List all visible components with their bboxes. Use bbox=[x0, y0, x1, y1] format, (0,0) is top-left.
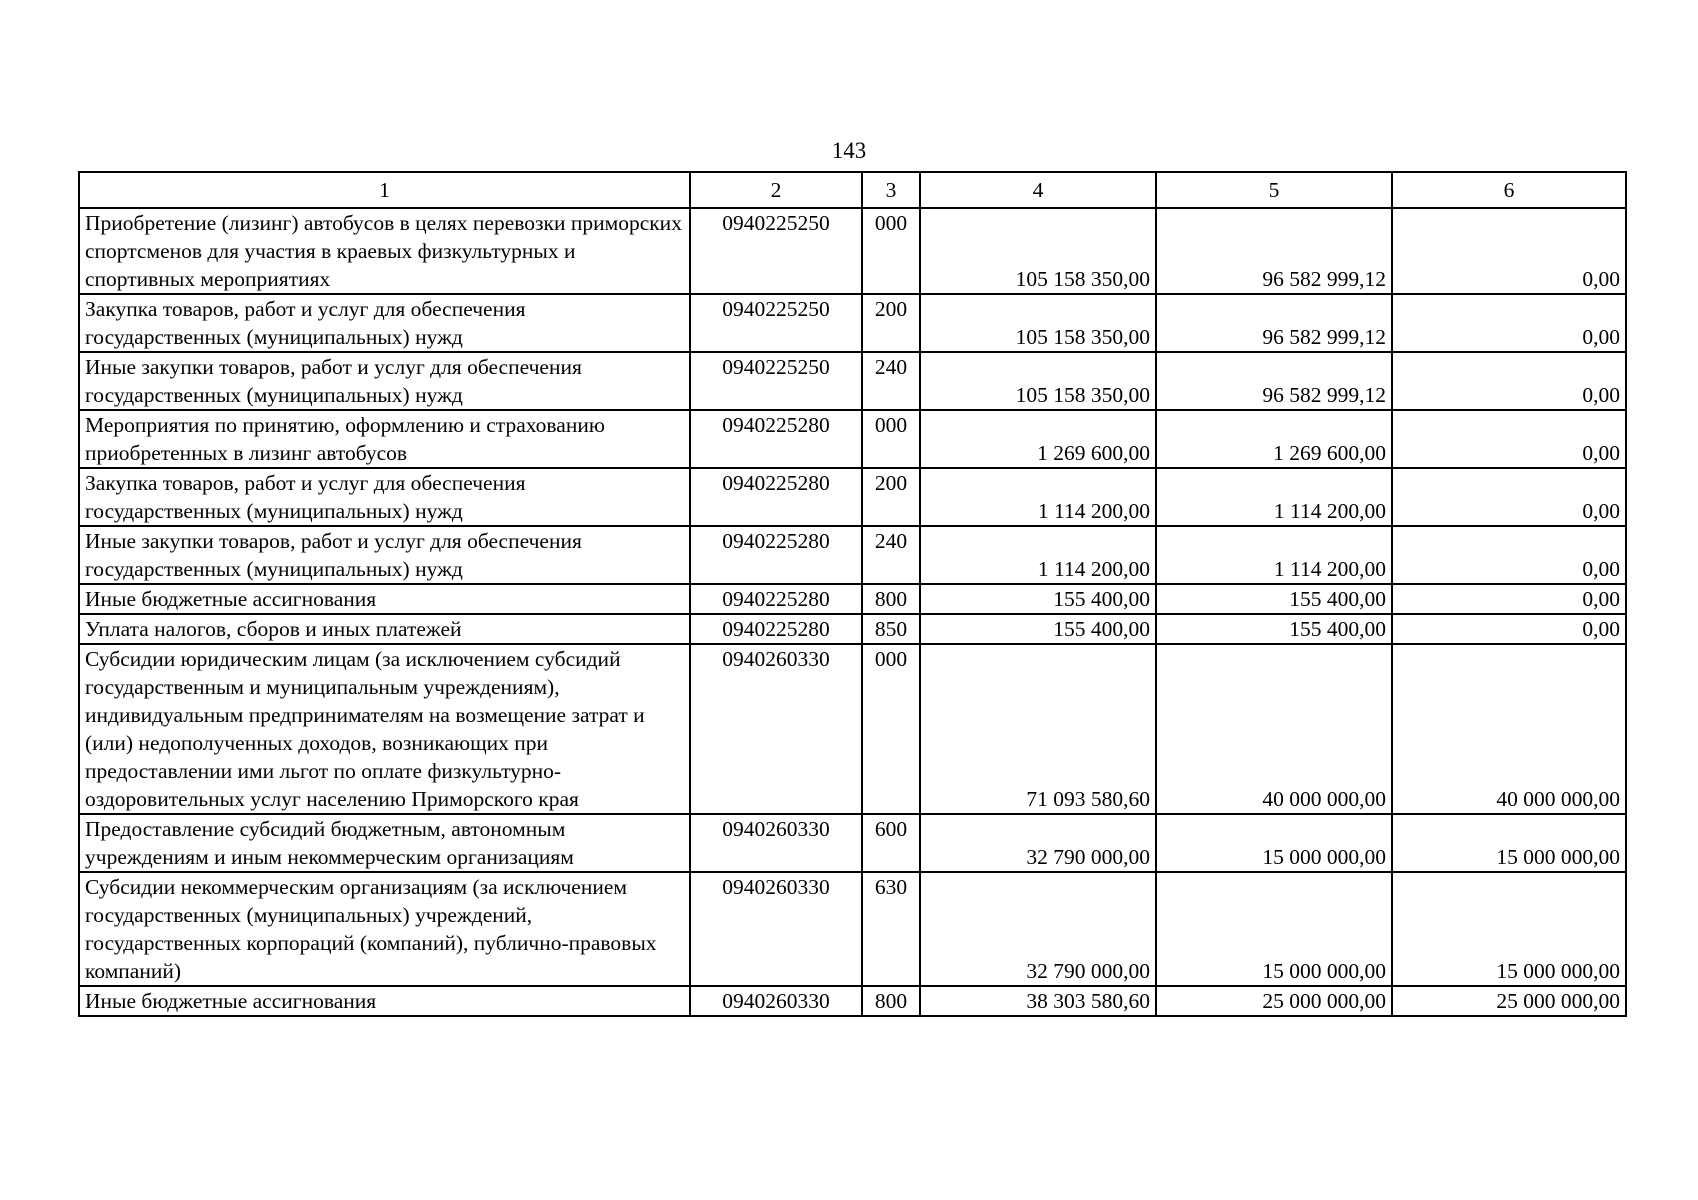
row-kind: 630 bbox=[862, 872, 920, 986]
row-value-6: 15 000 000,00 bbox=[1392, 814, 1626, 872]
row-value-4: 1 114 200,00 bbox=[920, 526, 1156, 584]
row-code: 0940260330 bbox=[690, 872, 862, 986]
row-value-6: 0,00 bbox=[1392, 294, 1626, 352]
row-code: 0940225280 bbox=[690, 584, 862, 614]
row-kind: 600 bbox=[862, 814, 920, 872]
row-code: 0940225280 bbox=[690, 526, 862, 584]
row-name: Субсидии некоммерческим организациям (за исключением государственных (муниципальных) учреждений, государственных корпораций (компаний), публично-правовых компаний) bbox=[79, 872, 690, 986]
row-value-5: 1 114 200,00 bbox=[1156, 526, 1392, 584]
row-kind: 850 bbox=[862, 614, 920, 644]
table-row bbox=[79, 584, 1626, 614]
table-row bbox=[79, 986, 1626, 1016]
page-number: 143 bbox=[831, 138, 867, 163]
row-code: 0940225280 bbox=[690, 468, 862, 526]
row-code: 0940225280 bbox=[690, 410, 862, 468]
table-row bbox=[79, 352, 1626, 410]
row-name: Иные бюджетные ассигнования bbox=[79, 986, 690, 1016]
row-kind: 240 bbox=[862, 352, 920, 410]
row-value-4: 155 400,00 bbox=[920, 614, 1156, 644]
row-name: Приобретение (лизинг) автобусов в целях перевозки приморских спортсменов для участия в краевых физкультурных и спортивных мероприятиях bbox=[79, 208, 690, 294]
table-row bbox=[79, 614, 1626, 644]
table-row bbox=[79, 208, 1626, 294]
row-value-4: 105 158 350,00 bbox=[920, 208, 1156, 294]
row-code: 0940260330 bbox=[690, 814, 862, 872]
row-value-6: 0,00 bbox=[1392, 352, 1626, 410]
row-value-5: 155 400,00 bbox=[1156, 614, 1392, 644]
row-name: Мероприятия по принятию, оформлению и страхованию приобретенных в лизинг автобусов bbox=[79, 410, 690, 468]
row-value-6: 0,00 bbox=[1392, 468, 1626, 526]
row-value-6: 15 000 000,00 bbox=[1392, 872, 1626, 986]
header-col-3: 3 bbox=[862, 172, 920, 208]
table-row bbox=[79, 294, 1626, 352]
header-col-4: 4 bbox=[920, 172, 1156, 208]
row-value-5: 155 400,00 bbox=[1156, 584, 1392, 614]
row-kind: 000 bbox=[862, 410, 920, 468]
row-value-6: 25 000 000,00 bbox=[1392, 986, 1626, 1016]
row-name: Предоставление субсидий бюджетным, автономным учреждениям и иным некоммерческим организациям bbox=[79, 814, 690, 872]
row-code: 0940225250 bbox=[690, 352, 862, 410]
row-value-5: 1 114 200,00 bbox=[1156, 468, 1392, 526]
table-header bbox=[79, 172, 1626, 208]
row-name: Закупка товаров, работ и услуг для обеспечения государственных (муниципальных) нужд bbox=[79, 294, 690, 352]
row-value-4: 71 093 580,60 bbox=[920, 644, 1156, 814]
row-value-4: 155 400,00 bbox=[920, 584, 1156, 614]
row-value-5: 15 000 000,00 bbox=[1156, 872, 1392, 986]
header-col-5: 5 bbox=[1156, 172, 1392, 208]
row-value-4: 1 114 200,00 bbox=[920, 468, 1156, 526]
row-value-5: 40 000 000,00 bbox=[1156, 644, 1392, 814]
row-name: Иные закупки товаров, работ и услуг для обеспечения государственных (муниципальных) нужд bbox=[79, 352, 690, 410]
row-value-5: 1 269 600,00 bbox=[1156, 410, 1392, 468]
row-value-4: 38 303 580,60 bbox=[920, 986, 1156, 1016]
row-name: Иные бюджетные ассигнования bbox=[79, 584, 690, 614]
row-value-4: 32 790 000,00 bbox=[920, 814, 1156, 872]
row-value-5: 15 000 000,00 bbox=[1156, 814, 1392, 872]
row-name: Закупка товаров, работ и услуг для обеспечения государственных (муниципальных) нужд bbox=[79, 468, 690, 526]
row-value-4: 32 790 000,00 bbox=[920, 872, 1156, 986]
row-value-5: 96 582 999,12 bbox=[1156, 352, 1392, 410]
table-row bbox=[79, 526, 1626, 584]
row-kind: 240 bbox=[862, 526, 920, 584]
header-row bbox=[79, 172, 1626, 208]
row-code: 0940225250 bbox=[690, 208, 862, 294]
row-kind: 200 bbox=[862, 468, 920, 526]
row-kind: 800 bbox=[862, 986, 920, 1016]
row-value-4: 105 158 350,00 bbox=[920, 294, 1156, 352]
header-col-2: 2 bbox=[690, 172, 862, 208]
row-value-6: 0,00 bbox=[1392, 410, 1626, 468]
table-row bbox=[79, 814, 1626, 872]
row-value-4: 1 269 600,00 bbox=[920, 410, 1156, 468]
row-value-5: 96 582 999,12 bbox=[1156, 294, 1392, 352]
row-value-4: 105 158 350,00 bbox=[920, 352, 1156, 410]
header-col-6: 6 bbox=[1392, 172, 1626, 208]
row-value-6: 0,00 bbox=[1392, 208, 1626, 294]
table-row bbox=[79, 644, 1626, 814]
table-row bbox=[79, 410, 1626, 468]
table-row bbox=[79, 468, 1626, 526]
row-code: 0940260330 bbox=[690, 644, 862, 814]
row-value-6: 0,00 bbox=[1392, 614, 1626, 644]
row-name: Иные закупки товаров, работ и услуг для обеспечения государственных (муниципальных) нужд bbox=[79, 526, 690, 584]
row-kind: 000 bbox=[862, 644, 920, 814]
row-value-5: 96 582 999,12 bbox=[1156, 208, 1392, 294]
table-body bbox=[79, 208, 1626, 1016]
row-value-6: 40 000 000,00 bbox=[1392, 644, 1626, 814]
row-name: Субсидии юридическим лицам (за исключением субсидий государственным и муниципальным учреждениям), индивидуальным предпринимателям на возмещение затрат и (или) недополученных доходов, возникающих при предоставлении ими льгот по оплате физкультурно-оздоровительных услуг населению Приморского края bbox=[79, 644, 690, 814]
header-col-1: 1 bbox=[79, 172, 690, 208]
row-value-6: 0,00 bbox=[1392, 584, 1626, 614]
row-kind: 200 bbox=[862, 294, 920, 352]
row-kind: 000 bbox=[862, 208, 920, 294]
row-kind: 800 bbox=[862, 584, 920, 614]
budget-table bbox=[78, 171, 1627, 1017]
row-value-6: 0,00 bbox=[1392, 526, 1626, 584]
table-row bbox=[79, 872, 1626, 986]
row-value-5: 25 000 000,00 bbox=[1156, 986, 1392, 1016]
row-name: Уплата налогов, сборов и иных платежей bbox=[79, 614, 690, 644]
row-code: 0940225250 bbox=[690, 294, 862, 352]
row-code: 0940260330 bbox=[690, 986, 862, 1016]
row-code: 0940225280 bbox=[690, 614, 862, 644]
